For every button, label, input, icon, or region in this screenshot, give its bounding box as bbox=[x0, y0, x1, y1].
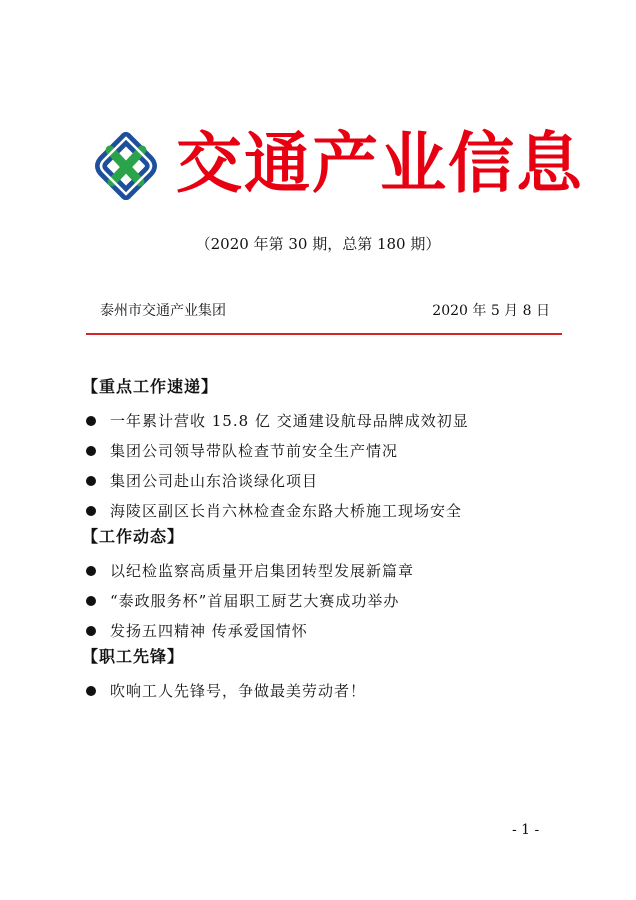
header-divider bbox=[86, 333, 562, 335]
interlocking-knot-logo-icon bbox=[90, 130, 162, 202]
publish-date: 2020 年 5 月 8 日 bbox=[432, 303, 550, 319]
bullet-icon bbox=[86, 686, 96, 696]
toc-item-text: “泰政服务杯”首届职工厨艺大赛成功举办 bbox=[110, 592, 400, 610]
toc-item-text: 吹响工人先锋号，争做最美劳动者！ bbox=[110, 682, 367, 700]
section-item-list bbox=[82, 556, 582, 646]
toc-item-text: 海陵区副区长肖六林检查金东路大桥施工现场安全 bbox=[110, 502, 463, 520]
toc-item-text: 以纪检监察高质量开启集团转型发展新篇章 bbox=[110, 562, 415, 580]
toc-item[interactable] bbox=[82, 406, 582, 436]
toc-item-text: 集团公司领导带队检查节前安全生产情况 bbox=[110, 442, 399, 460]
toc-item[interactable] bbox=[82, 586, 582, 616]
masthead-title: 交通产业信息 bbox=[176, 124, 584, 202]
section-item-list bbox=[82, 406, 582, 526]
issue-number: （2020 年第 30 期，总第 180 期） bbox=[195, 235, 441, 253]
toc-item[interactable] bbox=[82, 616, 582, 646]
section-work-news bbox=[82, 526, 582, 646]
toc-item[interactable] bbox=[82, 676, 582, 706]
toc-item-text: 集团公司赴山东洽谈绿化项目 bbox=[110, 472, 319, 490]
page-number: - 1 - bbox=[512, 822, 540, 838]
bullet-icon bbox=[86, 476, 96, 486]
toc-item[interactable] bbox=[82, 556, 582, 586]
toc-item[interactable] bbox=[82, 436, 582, 466]
section-title: 【工作动态】 bbox=[82, 527, 185, 546]
section-staff-pioneers bbox=[82, 646, 582, 706]
bullet-icon bbox=[86, 446, 96, 456]
section-item-list bbox=[82, 676, 582, 706]
toc-item[interactable] bbox=[82, 466, 582, 496]
bullet-icon bbox=[86, 596, 96, 606]
bullet-icon bbox=[86, 626, 96, 636]
toc-item-text: 一年累计营收 15.8 亿 交通建设航母品牌成效初显 bbox=[110, 412, 469, 430]
toc-item[interactable] bbox=[82, 496, 582, 526]
bullet-icon bbox=[86, 416, 96, 426]
bullet-icon bbox=[86, 506, 96, 516]
section-key-work bbox=[82, 376, 582, 526]
bullet-icon bbox=[86, 566, 96, 576]
section-title: 【重点工作速递】 bbox=[82, 377, 219, 396]
toc-item-text: 发扬五四精神 传承爱国情怀 bbox=[110, 622, 308, 640]
section-title: 【职工先锋】 bbox=[82, 647, 185, 666]
table-of-contents bbox=[82, 376, 582, 706]
publisher-organization: 泰州市交通产业集团 bbox=[100, 303, 226, 319]
